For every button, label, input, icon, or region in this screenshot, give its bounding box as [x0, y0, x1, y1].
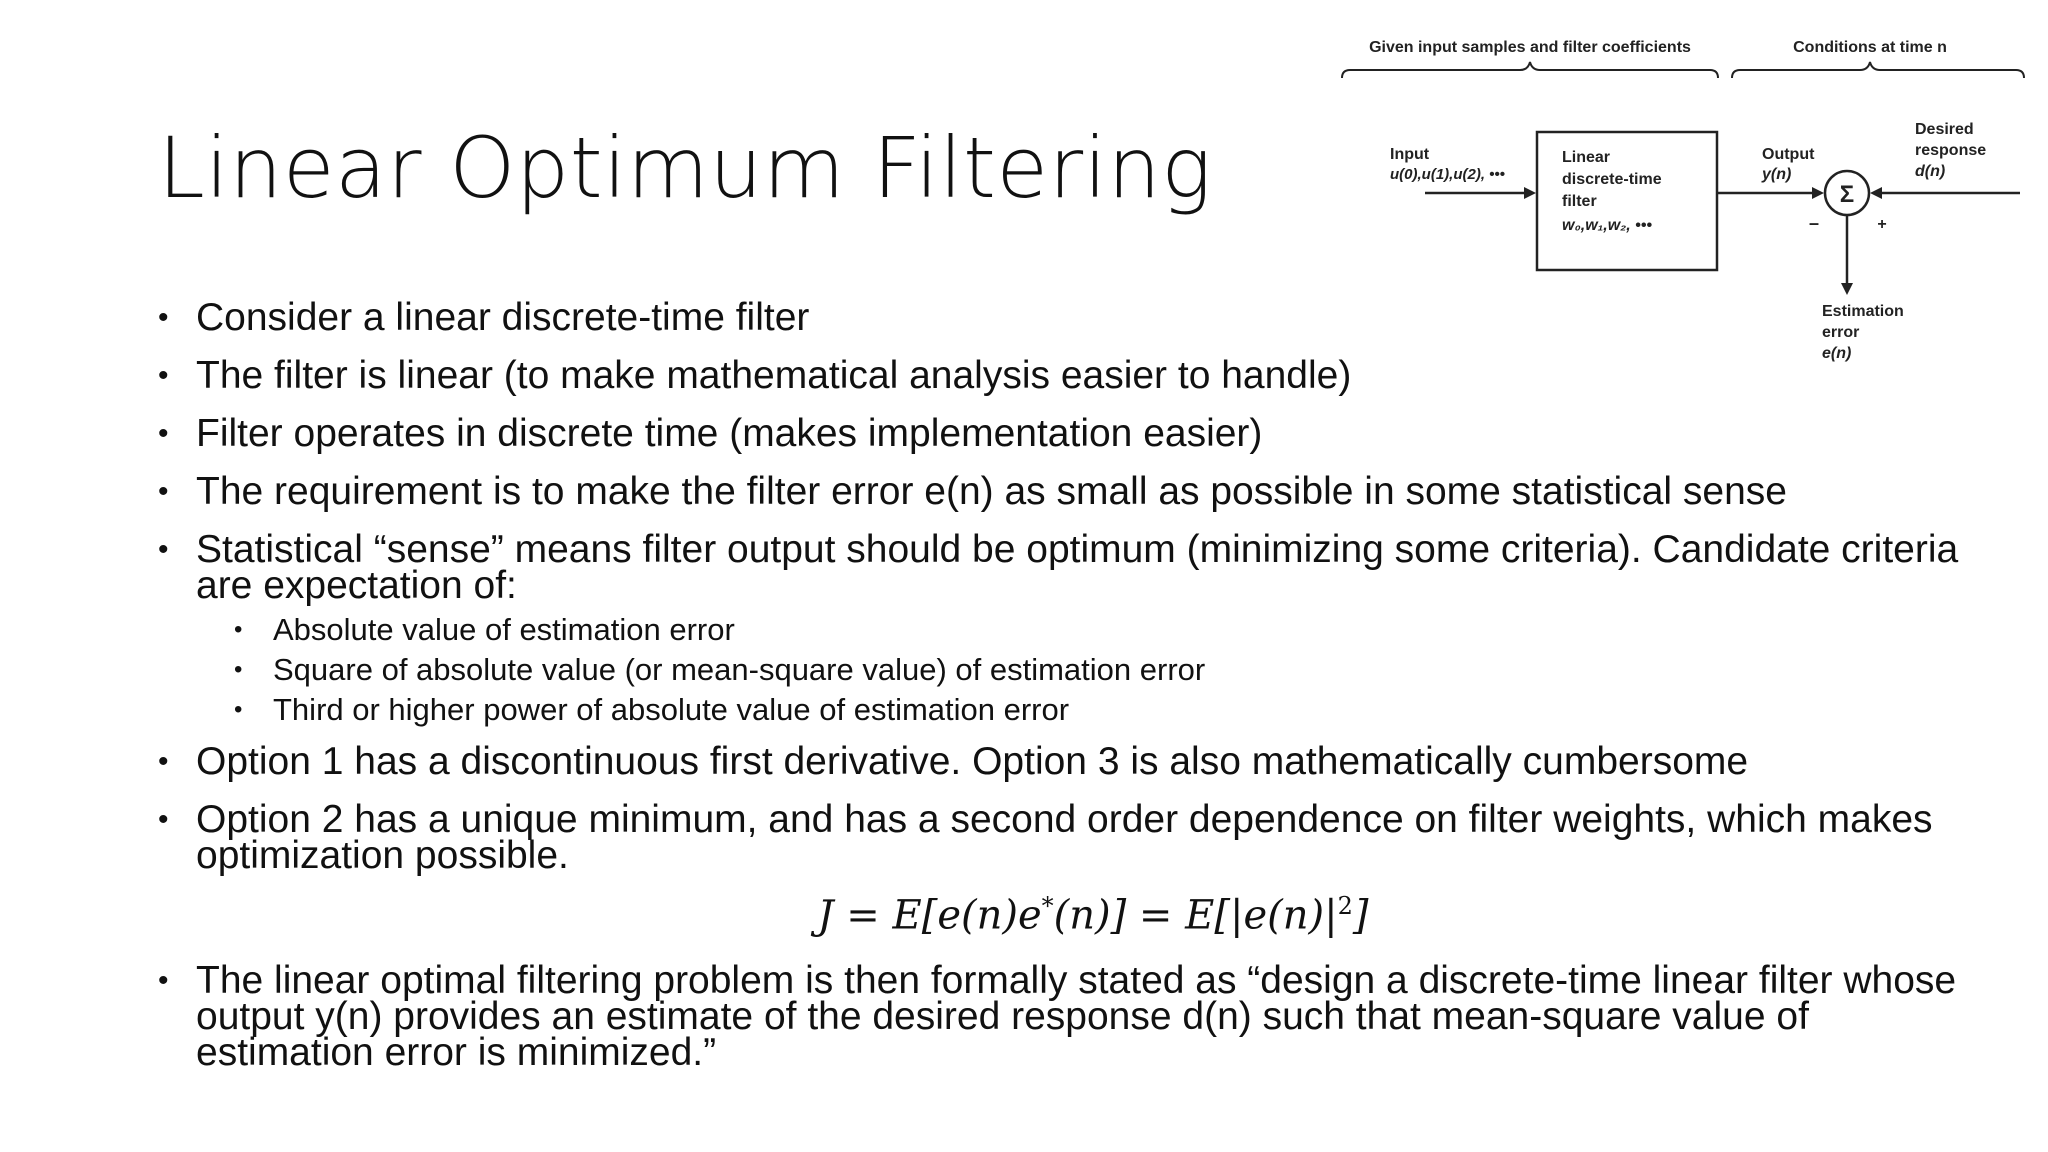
bullet-dot: • [158, 803, 169, 836]
bullet-dot: • [158, 964, 169, 998]
desired-label-line1: Desired [1915, 121, 1974, 138]
bullet-item: • The filter is linear (to make mathematical analysis easier to handle) [158, 354, 1352, 397]
filter-weights: w₀,w₁,w₂, ••• [1562, 217, 1652, 234]
bullet-item: • Filter operates in discrete time (makes implementation easier) [158, 412, 1263, 455]
sub-bullet-dot: • [234, 616, 243, 643]
bullet-dot: • [158, 533, 169, 566]
bullet-item: • Consider a linear discrete-time filter [158, 296, 810, 339]
filter-label-line3: filter [1562, 193, 1597, 210]
sub-bullet-item: • Absolute value of estimation error [158, 610, 1988, 650]
bullet-item: • Option 1 has a discontinuous first derivative. Option 3 is also mathematically cumbersome [158, 740, 1749, 783]
brace-right-label: Conditions at time n [1793, 39, 1947, 56]
error-label-line2: error [1822, 324, 1860, 341]
right-brace [1732, 62, 2024, 78]
sub-bullet-dot: • [234, 696, 243, 723]
bullet-item: • Statistical “sense” means filter output should be optimum (minimizing some criteria). Candidate criteria are expectation of: [158, 528, 1959, 607]
error-arrowhead [1841, 283, 1853, 295]
input-arrowhead [1524, 187, 1536, 199]
filter-label-line1: Linear [1562, 149, 1611, 166]
filter-label-line2: discrete-time [1562, 171, 1662, 188]
output-label: Output [1762, 146, 1815, 163]
desired-symbol: d(n) [1915, 163, 1946, 180]
error-label-line1: Estimation [1822, 303, 1904, 320]
output-symbol: y(n) [1762, 166, 1792, 183]
sub-bullet-list [158, 610, 1988, 730]
bullet-item: • The requirement is to make the filter error e(n) as small as possible in some statistical sense [158, 470, 1787, 513]
bullet-dot: • [158, 359, 169, 392]
desired-arrowhead [1870, 187, 1882, 199]
bullet-item: • Option 2 has a unique minimum, and has a second order dependence on filter weights, which makes optimization possible. [158, 798, 1933, 877]
input-sequence: u(0),u(1),u(2), ••• [1390, 166, 1505, 183]
mse-cost-formula: $J = E[e(n)e^*(n)] = E[|e(n)|^2]$ [817, 892, 1369, 939]
desired-label-line2: response [1915, 142, 1987, 159]
sum-symbol: Σ [1839, 181, 1855, 208]
output-arrowhead [1812, 187, 1824, 199]
minus-sign: – [1808, 213, 1820, 233]
error-symbol: e(n) [1822, 345, 1852, 362]
bullet-dot: • [158, 301, 169, 334]
brace-left-label: Given input samples and filter coefficients [1369, 39, 1691, 56]
left-brace [1342, 62, 1718, 78]
bullet-dot: • [158, 745, 169, 778]
bullet-dot: • [158, 417, 169, 450]
input-label: Input [1390, 146, 1430, 163]
sub-bullet-item: • Third or higher power of absolute value of estimation error [158, 690, 1988, 730]
slide-title: Linear Optimum Filtering [158, 119, 1213, 217]
sub-bullet-item: • Square of absolute value (or mean-square value) of estimation error [158, 650, 1988, 690]
bullet-item: • The linear optimal filtering problem is then formally stated as “design a discrete-time linear filter whose output y(n) provides an estimate of the desired response d(n) such that mean-square value of estimation error is minimized.” [158, 959, 1957, 1075]
bullet-dot: • [158, 475, 169, 508]
plus-sign: + [1877, 216, 1887, 233]
sub-bullet-dot: • [234, 656, 243, 683]
bullet-list [158, 296, 1988, 1093]
